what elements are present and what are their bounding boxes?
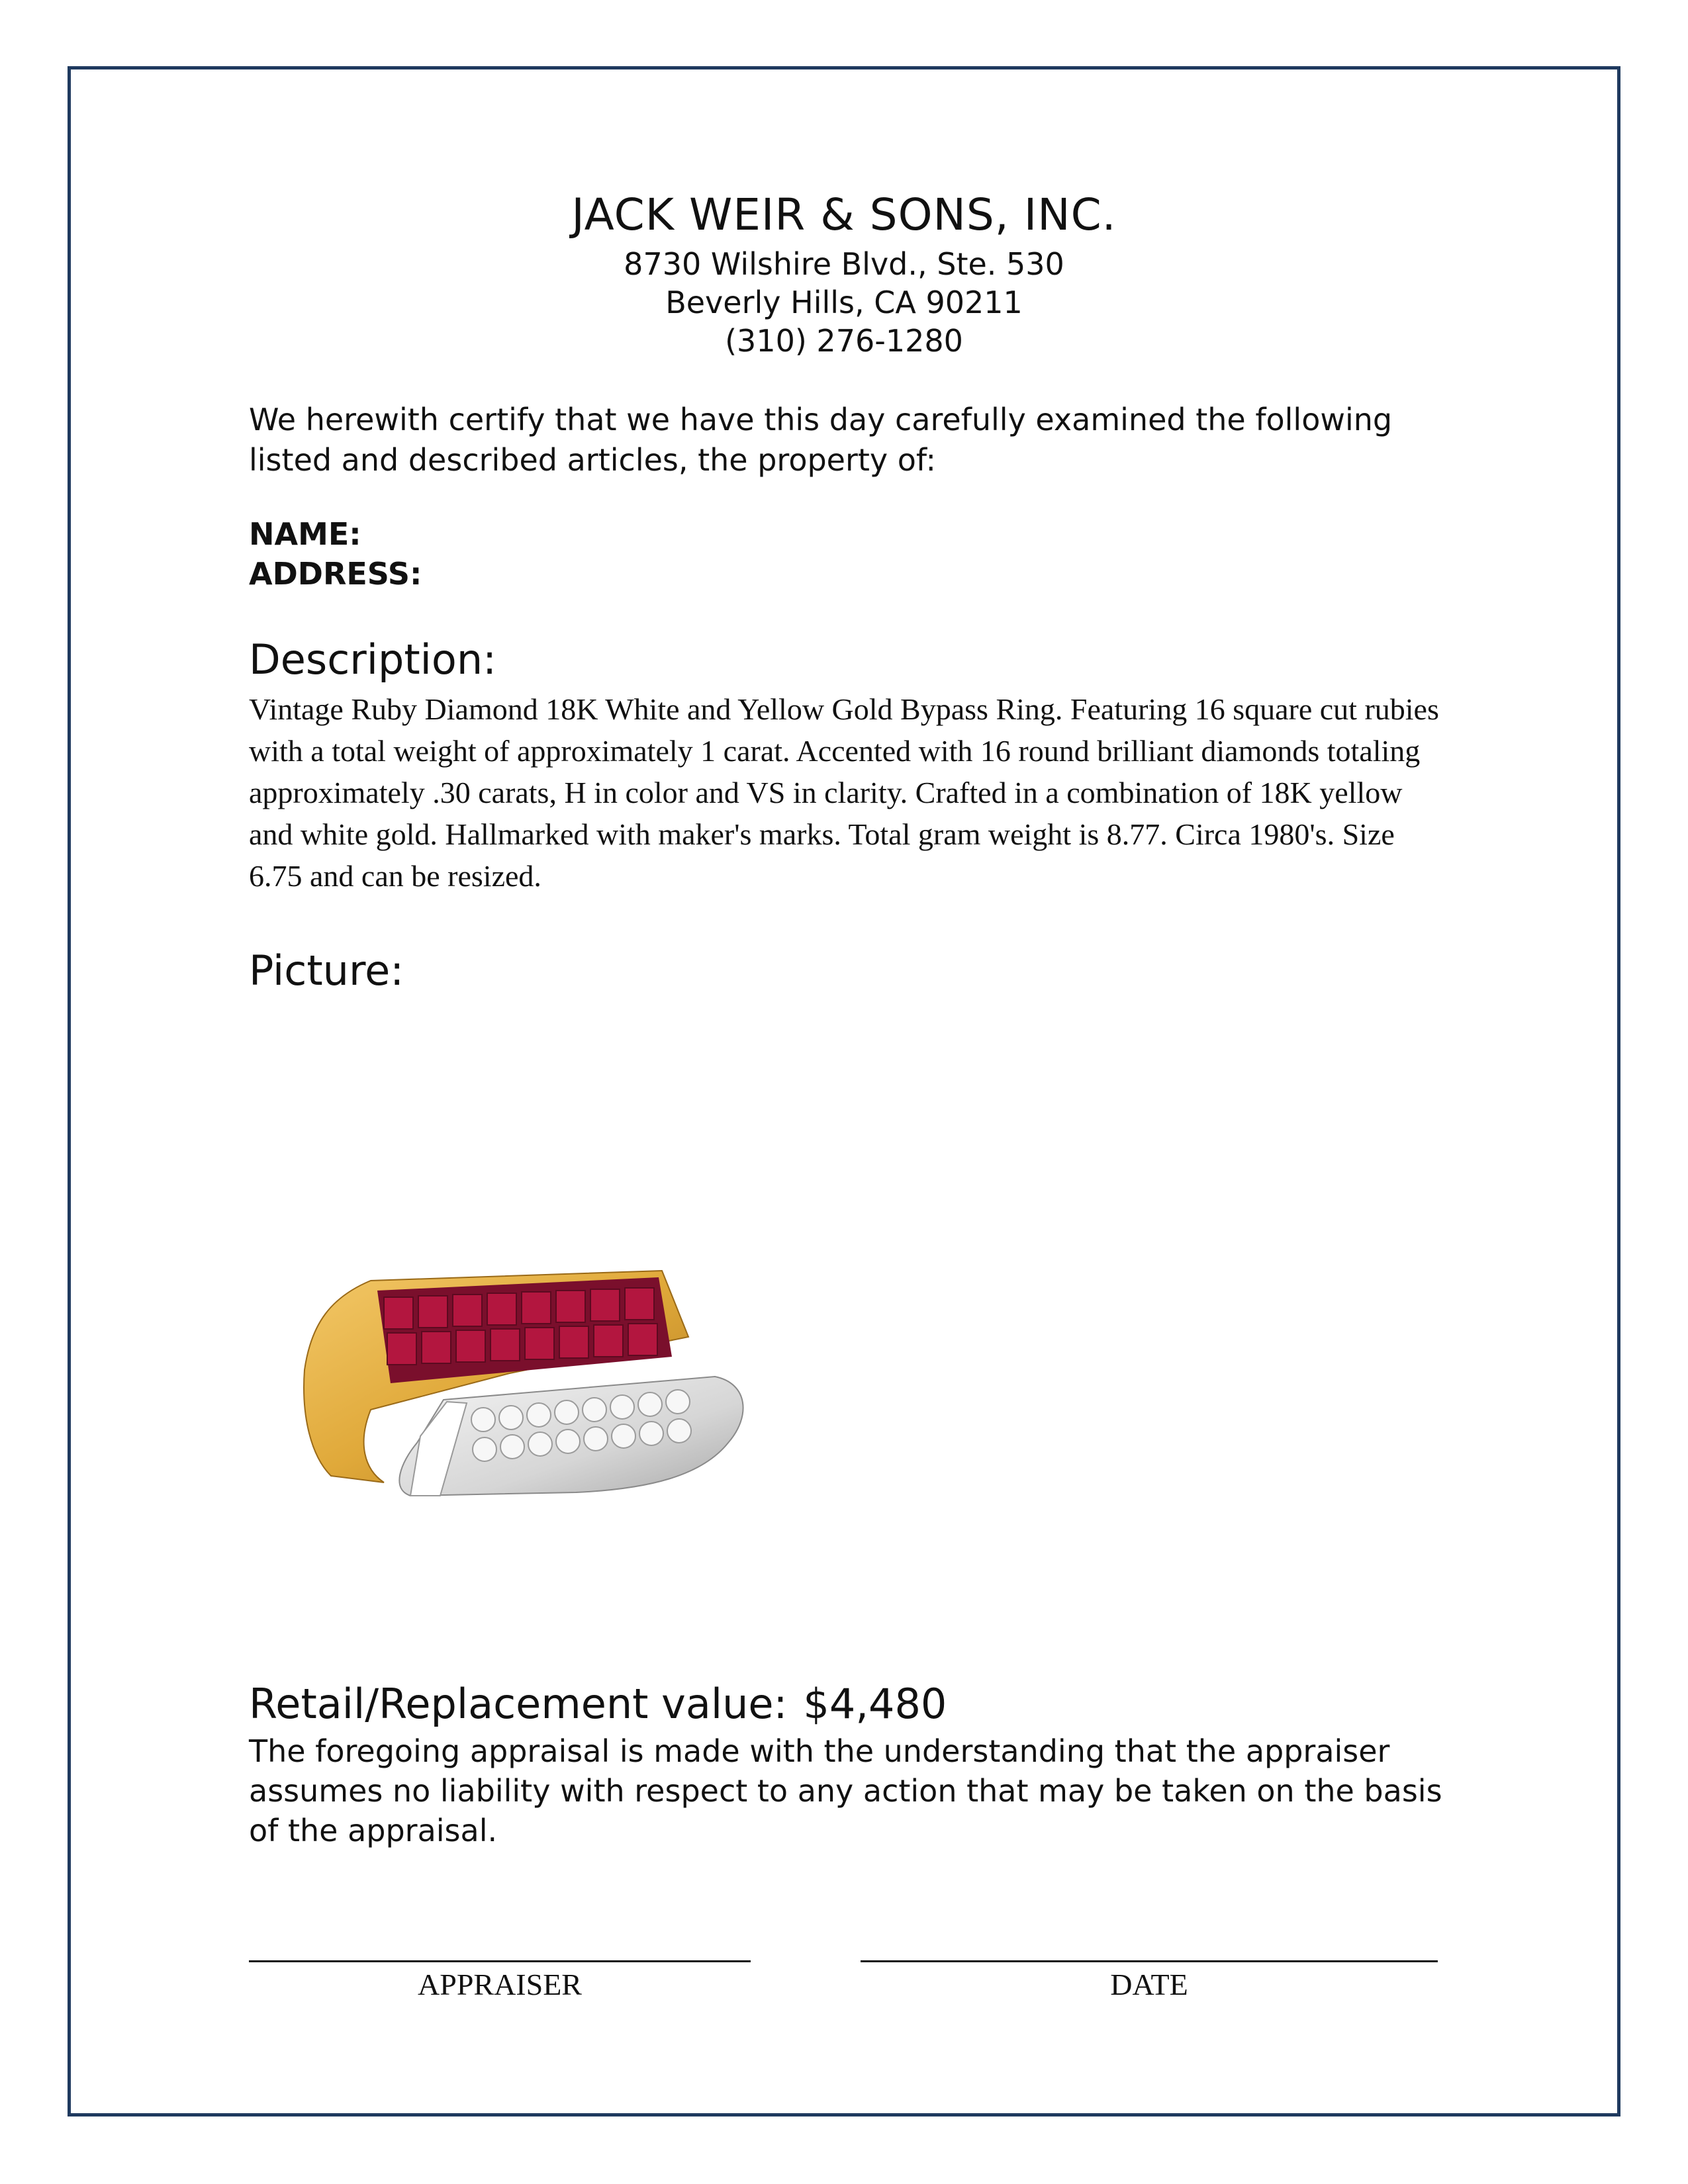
- description-text: Vintage Ruby Diamond 18K White and Yellow Gold Bypass Ring. Featuring 16 square cut rubies with a total weight of approximately 1 carat. Accented with 16 round brilliant diamonds totaling approximately .30 carats, H in color and VS in clarity. Crafted in a combination of 18K yellow and white gold. Hallmarked with maker's marks. Total gram weight is 8.77. Circa 1980's. Size 6.75 and can be resized.: [249, 692, 1439, 893]
- address-line-2: Beverly Hills, CA 90211: [665, 285, 1023, 320]
- address-label: ADDRESS:: [249, 556, 422, 592]
- company-name: JACK WEIR & SONS, INC.: [571, 189, 1117, 240]
- address-line-1: 8730 Wilshire Blvd., Ste. 530: [624, 246, 1064, 282]
- value-label: Retail/Replacement value:: [249, 1680, 788, 1728]
- picture-heading: Picture:: [249, 946, 404, 995]
- phone-number: (310) 276-1280: [725, 323, 963, 359]
- date-label: DATE: [1110, 1968, 1188, 2001]
- disclaimer-text: The foregoing appraisal is made with the understanding that the appraiser assumes no liability with respect to any action that may be taken on the basis of the appraisal.: [249, 1733, 1442, 1848]
- description-heading: Description:: [249, 635, 496, 684]
- certify-statement: We herewith certify that we have this day carefully examined the following listed and described articles, the property of:: [249, 402, 1393, 478]
- date-signature-line: [861, 1960, 1438, 1962]
- value-row: [249, 1680, 947, 1728]
- ring-image: [291, 1244, 755, 1522]
- value-amount: $4,480: [803, 1680, 947, 1728]
- appraiser-label: APPRAISER: [418, 1968, 582, 2001]
- appraiser-signature-line: [249, 1960, 751, 1962]
- name-label: NAME:: [249, 516, 361, 552]
